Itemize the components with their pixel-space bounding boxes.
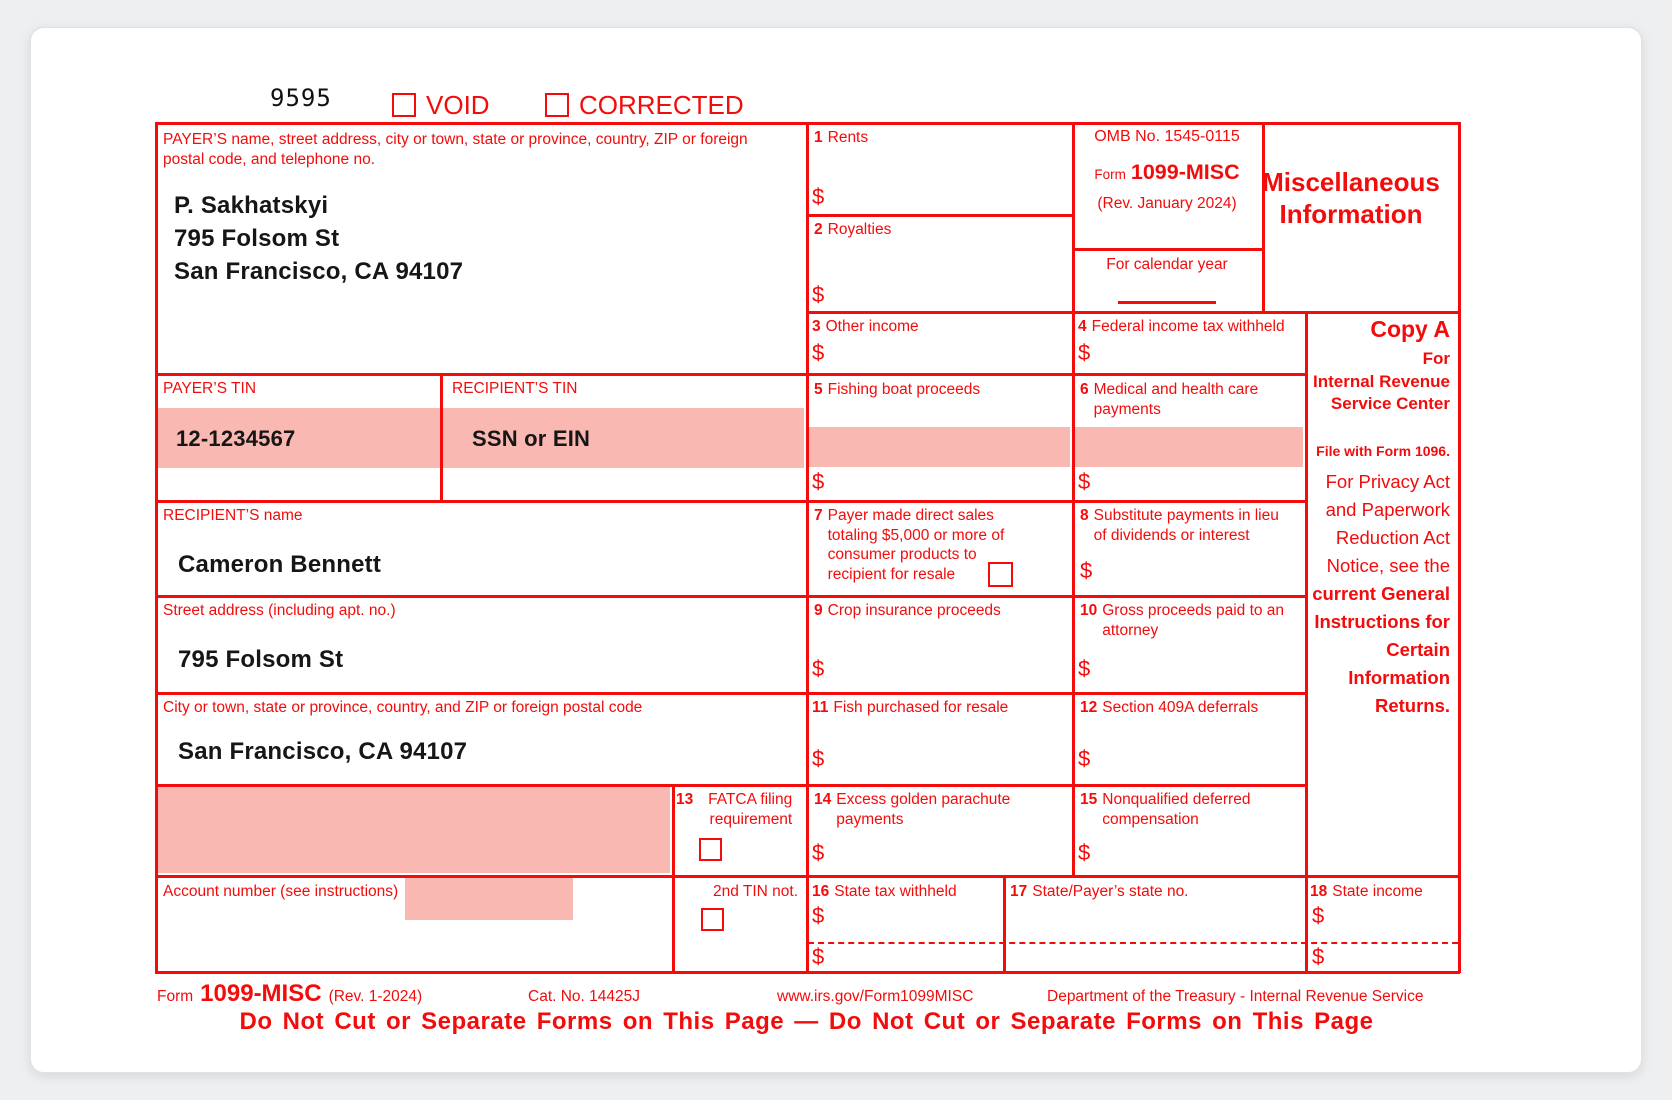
box16-dollar-sign-bottom: $ <box>812 944 825 969</box>
form-number: 1099-MISC <box>1130 160 1240 184</box>
copy-a-label: Copy A <box>1370 316 1450 342</box>
box9-dollar-sign: $ <box>812 656 825 681</box>
form-revision: (Rev. January 2024) <box>1097 195 1237 212</box>
recipient-tin-value: SSN or EIN <box>472 426 591 451</box>
recipient-city: San Francisco, CA 94107 <box>178 738 468 765</box>
file-with-1096: File with Form 1096. <box>1316 442 1450 459</box>
privacy-line-bold: Information <box>1348 666 1450 688</box>
box11-label <box>812 698 1008 718</box>
box14-number: 14 <box>814 791 832 808</box>
grid-line <box>155 784 1307 787</box>
box5-text: Fishing boat proceeds <box>827 381 981 398</box>
grid-line <box>155 595 1307 598</box>
box18-label <box>1310 882 1423 902</box>
box6-label <box>1080 380 1284 419</box>
box8-dollar-sign: $ <box>1080 558 1093 583</box>
box9-text: Crop insurance proceeds <box>827 602 1001 619</box>
second-tin-label: 2nd TIN not. <box>712 883 798 900</box>
recipient-tin-label: RECIPIENT’S TIN <box>452 380 578 397</box>
payer-name: P. Sakhatskyi <box>174 192 329 219</box>
grid-line <box>806 122 809 973</box>
form-title-line1: Miscellaneous <box>1262 167 1440 197</box>
box15-number: 15 <box>1080 791 1098 808</box>
omb-number: OMB No. 1545-0115 <box>1094 128 1240 145</box>
box4-number: 4 <box>1078 318 1087 335</box>
calendar-year-label: For calendar year <box>1106 256 1228 273</box>
box6-dollar-sign: $ <box>1078 469 1091 494</box>
box7-direct-sales-checkbox[interactable] <box>988 562 1013 587</box>
grid-line <box>1458 122 1461 973</box>
grid-line <box>672 784 675 973</box>
treasury-department-label: Department of the Treasury - Internal Revenue Service <box>1047 988 1424 1005</box>
box2-number: 2 <box>814 221 823 238</box>
box17-number: 17 <box>1010 883 1028 900</box>
privacy-line: For Privacy Act <box>1325 470 1450 492</box>
box2-dollar-sign: $ <box>812 282 825 307</box>
box18-number: 18 <box>1310 883 1328 900</box>
box2-text: Royalties <box>827 221 892 238</box>
void-label: VOID <box>426 90 490 120</box>
box15-text: Nonqualified deferred compensation <box>1102 791 1251 828</box>
box8-label <box>1080 506 1294 545</box>
grid-line <box>1072 248 1262 251</box>
void-checkbox[interactable] <box>392 93 416 117</box>
form-title-line2: Information <box>1279 199 1423 229</box>
account-number-label: Account number (see instructions) <box>163 883 399 900</box>
box1-number: 1 <box>814 129 823 146</box>
box16-label <box>812 882 957 902</box>
box5-shaded-band <box>808 427 1070 467</box>
second-tin-checkbox[interactable] <box>701 908 724 931</box>
box5-number: 5 <box>814 381 823 398</box>
city-label: City or town, state or province, country, and ZIP or foreign postal code <box>163 699 643 716</box>
box1-dollar-sign: $ <box>812 184 825 209</box>
privacy-line-bold: Returns. <box>1374 694 1450 716</box>
box17-text: State/Payer’s state no. <box>1032 883 1189 900</box>
box11-number: 11 <box>812 699 829 716</box>
box6-text: Medical and health care payments <box>1093 381 1259 418</box>
box5-label <box>814 380 980 400</box>
box7-number: 7 <box>814 507 823 524</box>
grid-line <box>155 122 158 973</box>
payer-tin-label: PAYER’S TIN <box>163 380 257 397</box>
box8-text: Substitute payments in lieu of dividends or interest <box>1093 507 1279 544</box>
box11-dollar-sign: $ <box>812 746 825 771</box>
box10-label <box>1080 601 1297 640</box>
grid-line <box>806 214 1072 217</box>
grid-line <box>1003 875 1006 973</box>
box3-dollar-sign: $ <box>812 340 825 365</box>
catalog-number: Cat. No. 14425J <box>528 988 641 1005</box>
footer-form-id <box>157 980 422 1008</box>
box16-number: 16 <box>812 883 830 900</box>
privacy-notice <box>1303 468 1450 720</box>
box10-text: Gross proceeds paid to an attorney <box>1102 602 1285 639</box>
box1-text: Rents <box>827 129 869 146</box>
box12-dollar-sign: $ <box>1078 746 1091 771</box>
privacy-line: Notice, see the <box>1326 554 1450 576</box>
do-not-cut-warning: Do Not Cut or Separate Forms on This Page — Do Not Cut or Separate Forms on This Page <box>239 1008 1374 1035</box>
privacy-line-bold: current General <box>1312 582 1450 604</box>
grid-line <box>155 373 1307 376</box>
street-label: Street address (including apt. no.) <box>163 602 396 619</box>
fatca-checkbox[interactable] <box>699 838 722 861</box>
calendar-year-blank[interactable] <box>1118 301 1216 304</box>
grid-line <box>155 500 1307 503</box>
box14-label <box>814 790 1046 829</box>
payer-label: PAYER’S name, street address, city or town, state or province, country, ZIP or foreign postal code, and telephone no. <box>163 131 748 168</box>
box15-dollar-sign: $ <box>1078 840 1091 865</box>
box12-label <box>1080 698 1258 718</box>
copy-a-block <box>1303 316 1454 720</box>
box3-label <box>812 317 919 337</box>
box6-shaded-band <box>1074 427 1303 467</box>
footer-form-revision: (Rev. 1-2024) <box>328 988 423 1005</box>
box15-label <box>1080 790 1282 829</box>
form-title <box>1245 166 1457 230</box>
copy-a-irs1: Internal Revenue <box>1313 371 1450 391</box>
payer-street: 795 Folsom St <box>174 225 340 252</box>
recipient-name-label: RECIPIENT’S name <box>163 507 303 524</box>
privacy-line-bold: Instructions for <box>1314 610 1450 632</box>
box2-label <box>814 220 891 240</box>
box6-number: 6 <box>1080 381 1089 398</box>
box12-number: 12 <box>1080 699 1098 716</box>
box4-label <box>1078 317 1285 337</box>
box12-text: Section 409A deferrals <box>1102 699 1259 716</box>
footer-form-number: 1099-MISC <box>200 980 322 1007</box>
box18-dollar-sign-top: $ <box>1312 903 1325 928</box>
privacy-line: Reduction Act <box>1335 526 1450 548</box>
box10-dollar-sign: $ <box>1078 656 1091 681</box>
shaded-area <box>157 786 670 873</box>
box14-dollar-sign: $ <box>812 840 825 865</box>
footer-form-word: Form <box>157 988 194 1005</box>
recipient-street: 795 Folsom St <box>178 646 344 673</box>
box7-text: Payer made direct sales totaling $5,000 or more of consumer products to recipient for resale <box>827 507 1005 583</box>
form-code: 9595 <box>270 84 332 112</box>
grid-line <box>1072 122 1075 877</box>
box11-text: Fish purchased for resale <box>833 699 1009 716</box>
box18-text: State income <box>1332 883 1423 900</box>
box16-text: State tax withheld <box>834 883 957 900</box>
privacy-line-bold: Certain <box>1386 638 1450 660</box>
corrected-label: CORRECTED <box>579 90 744 120</box>
copy-a-irs2: Service Center <box>1330 394 1450 413</box>
box13-number: 13 <box>676 791 694 808</box>
grid-line <box>155 692 1307 695</box>
copy-a-for: For <box>1422 349 1450 368</box>
omb-block <box>1074 128 1260 213</box>
box18-dollar-sign-bottom: $ <box>1312 944 1325 969</box>
form-word: Form <box>1094 167 1126 182</box>
state-boxes-dashed-divider <box>808 942 1458 944</box>
irs-url[interactable]: www.irs.gov/Form1099MISC <box>777 988 974 1005</box>
box5-dollar-sign: $ <box>812 469 825 494</box>
grid-line <box>440 373 443 503</box>
box9-label <box>814 601 1001 621</box>
grid-line <box>806 311 1460 314</box>
box13-label <box>676 790 792 829</box>
box4-text: Federal income tax withheld <box>1091 318 1285 335</box>
box10-number: 10 <box>1080 602 1098 619</box>
box4-dollar-sign: $ <box>1078 340 1091 365</box>
payer-city: San Francisco, CA 94107 <box>174 258 464 285</box>
box9-number: 9 <box>814 602 823 619</box>
privacy-line: and Paperwork <box>1325 498 1450 520</box>
box16-dollar-sign-top: $ <box>812 903 825 928</box>
box14-text: Excess golden parachute payments <box>836 791 1011 828</box>
corrected-checkbox[interactable] <box>545 93 569 117</box>
box8-number: 8 <box>1080 507 1089 524</box>
box3-text: Other income <box>825 318 919 335</box>
box1-label <box>814 128 868 148</box>
box17-label <box>1010 882 1189 902</box>
account-number-field[interactable] <box>405 878 573 920</box>
box3-number: 3 <box>812 318 821 335</box>
payer-tin-value: 12-1234567 <box>176 426 296 451</box>
recipient-name: Cameron Bennett <box>178 551 382 578</box>
box13-text: FATCA filing requirement <box>708 791 793 828</box>
